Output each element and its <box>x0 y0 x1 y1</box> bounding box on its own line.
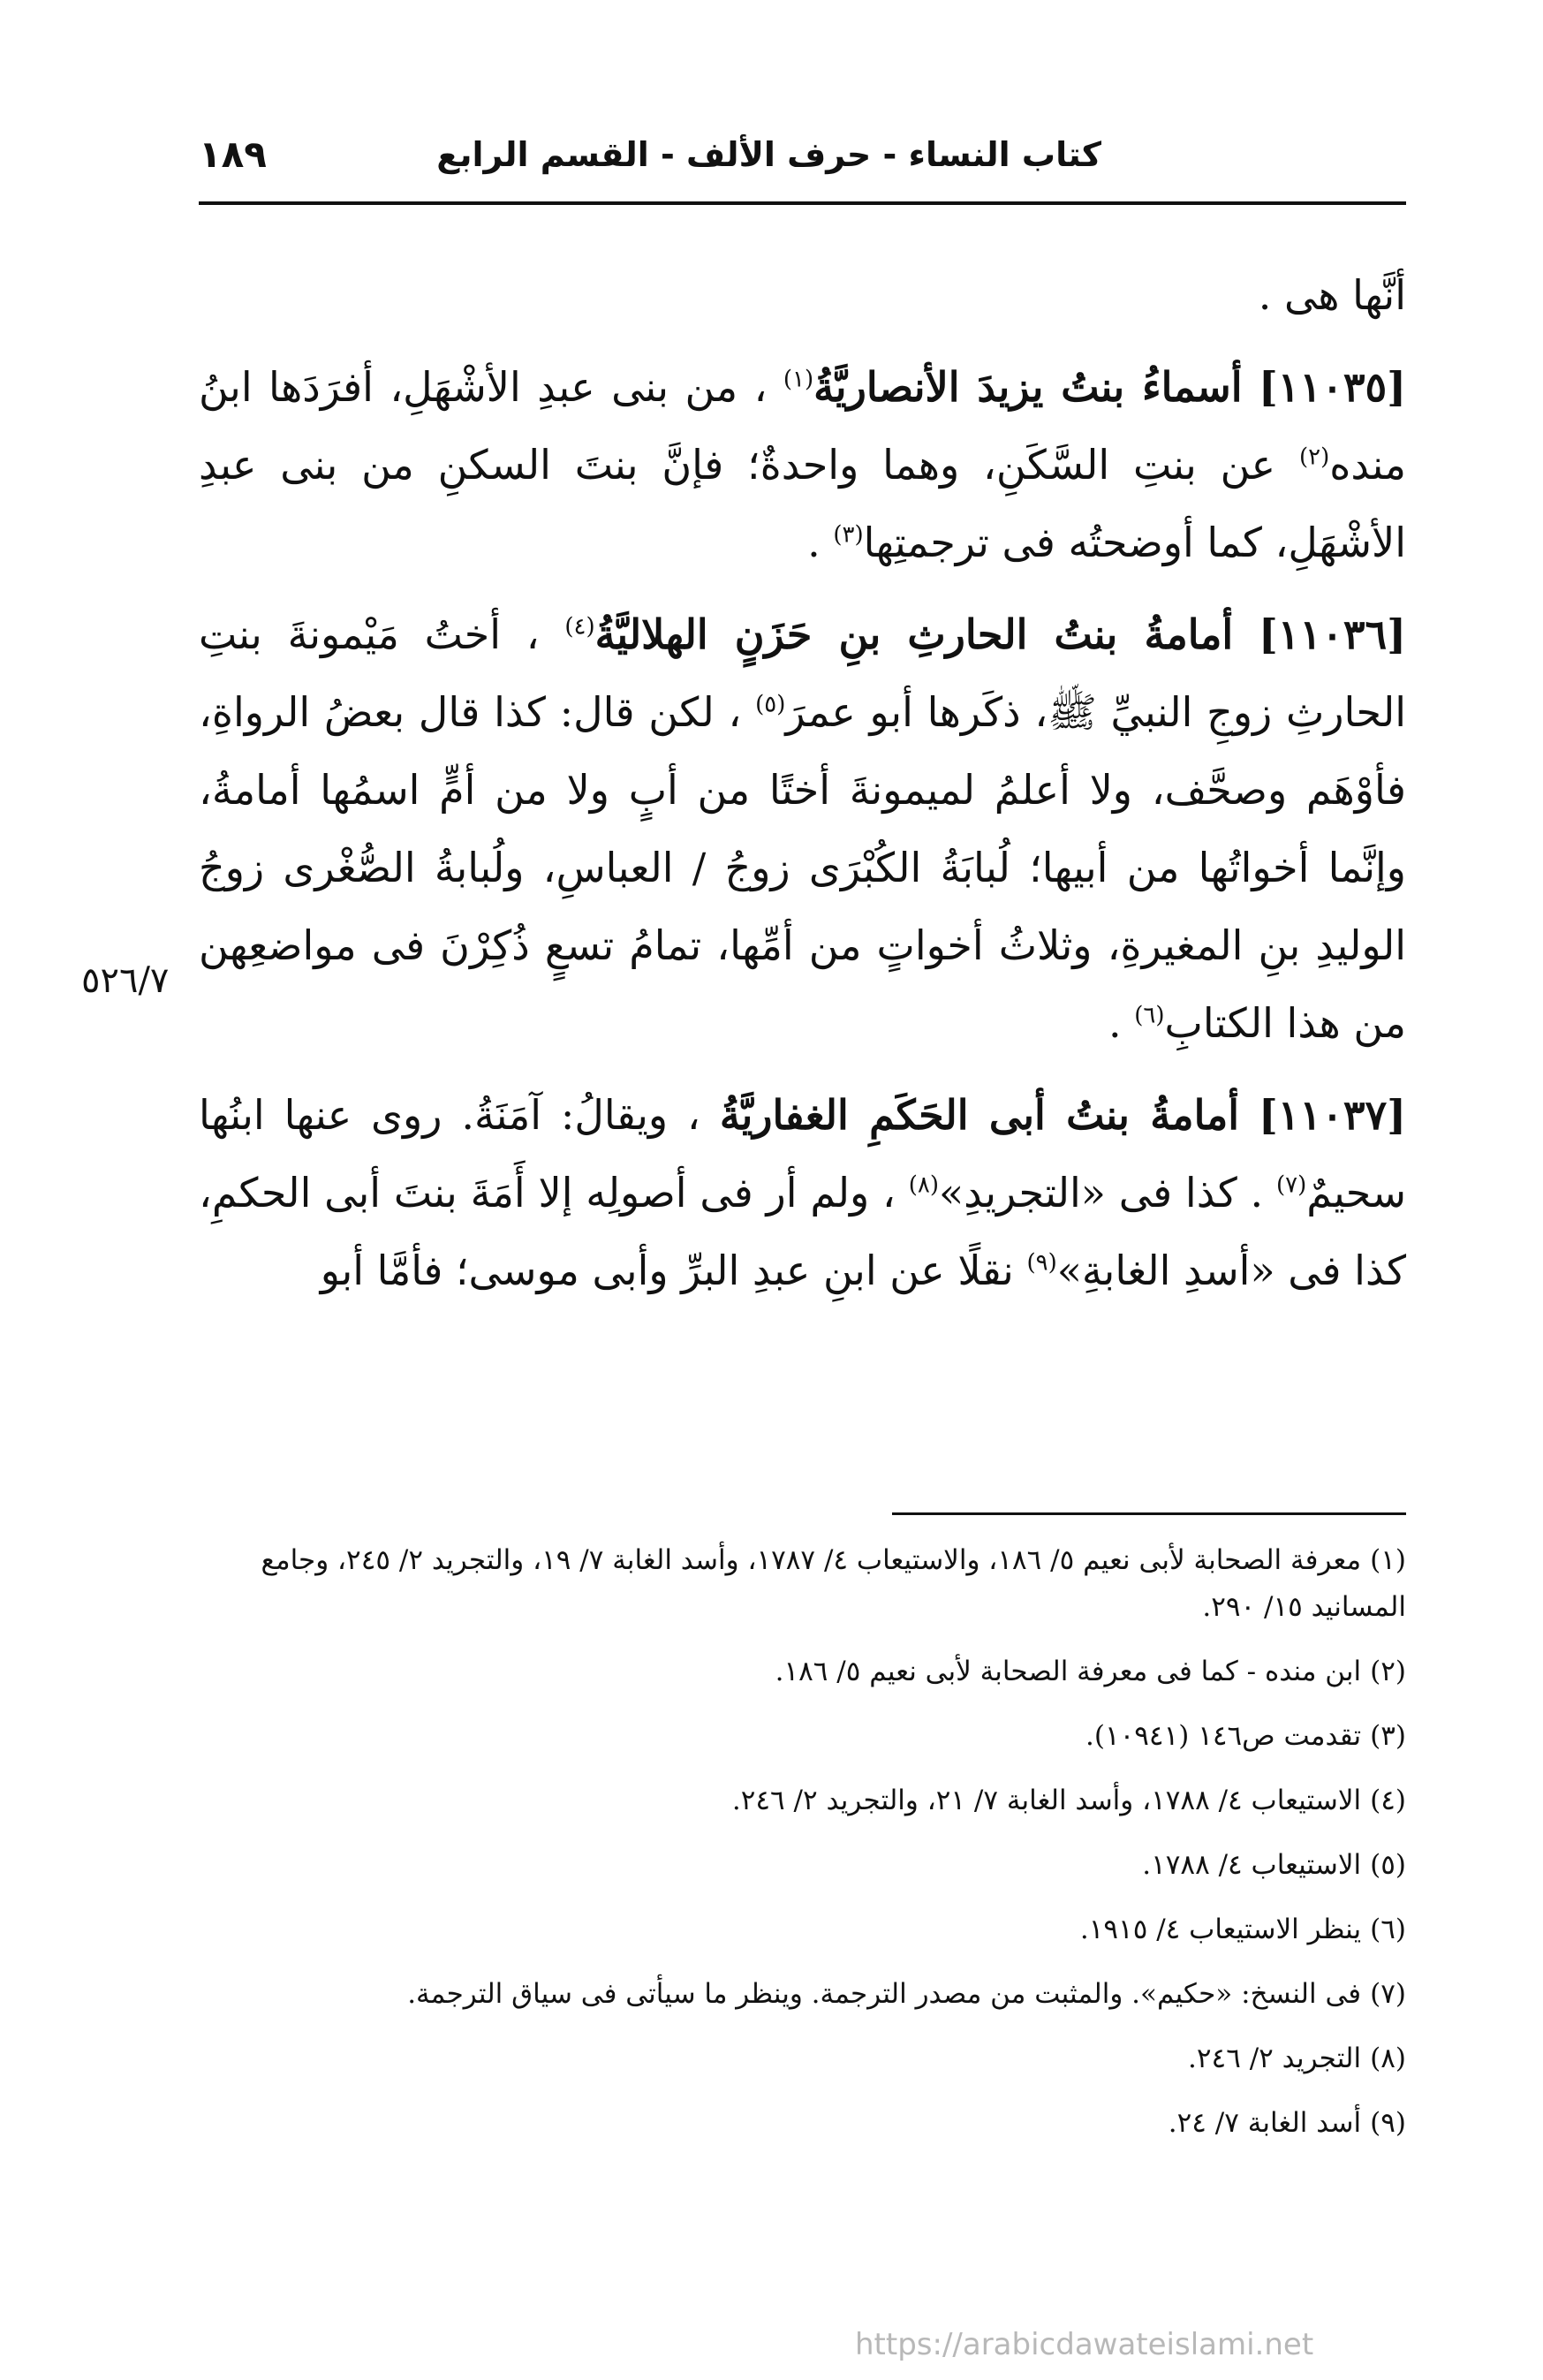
footnote-item <box>199 2100 1406 2147</box>
footnote-marker: (٢) <box>1370 1656 1406 1687</box>
footnote-marker: (٦) <box>1370 1914 1406 1945</box>
footnote-marker: (٧) <box>1370 1978 1406 2010</box>
entry-name: أمامةُ بنتُ أبى الحَكَمِ الغفاريَّةُ <box>719 1091 1240 1139</box>
entry-number: [١١٠٣٥] <box>1258 363 1407 411</box>
entry-text: ، لكن قال: كذا قال بعضُ الرواةِ، فأوْهَم وصحَّف، ولا أعلمُ لميمونةَ أختًا من أبٍ ولا من أمٍّ اسمُها أمامةُ، وإنَّما أخواتُها من أبيها؛ لُبابَةُ الكُبْرَى زوجُ / العباسِ، ولُبابةُ الصُّغْرى زوجُ الوليدِ بنِ المغيرةِ، وثلاثُ أخواتٍ من أمِّها، تمامُ تسعٍ ذُكِرْنَ فى مواضعِهن من هذا الكتابِ <box>199 688 1406 1047</box>
footnote-marker: (١) <box>1370 1544 1406 1576</box>
entry-text: ، من بنى عبدِ الأشْهَلِ، أفرَدَها ابنُ منده <box>199 363 1406 489</box>
footnote-text: ابن منده - كما فى معرفة الصحابة لأبى نعيم ٥/ ١٨٦. <box>775 1656 1362 1687</box>
footnote-text: الاستيعاب ٤/ ١٧٨٨، وأسد الغابة ٧/ ٢١، والتجريد ٢/ ٢٤٦. <box>731 1785 1362 1816</box>
entry-text: نقلًا عن ابنِ عبدِ البرِّ وأبى موسى؛ فأمَّا أبو <box>320 1247 1014 1294</box>
entry-text: ، ويقالُ: آمَنَةُ. روى عنها ابنُها سحيمٌ <box>199 1091 1407 1217</box>
entry-11037 <box>199 1076 1406 1309</box>
entry-name: أمامةُ بنتُ الحارثِ بنِ حَزَنٍ الهلاليَّةُ <box>594 610 1234 658</box>
entry-11035 <box>199 348 1406 581</box>
entry-number: [١١٠٣٦] <box>1258 610 1407 658</box>
watermark-url: https://arabicdawateislami.net <box>855 2327 1314 2362</box>
footnote-ref: (٩) <box>1026 1249 1057 1277</box>
footnote-ref: (١) <box>783 366 814 393</box>
entry-text: ، ولم أر فى أصولِه إلا أَمَةَ بنتَ أبى الحكمِ، كذا فى «أسدِ الغابةِ» <box>199 1169 1406 1294</box>
footnote-item <box>199 1906 1406 1953</box>
footnote-text: تقدمت ص١٤٦ (١٠٩٤١). <box>1085 1720 1362 1752</box>
footnote-item <box>199 1971 1406 2018</box>
entry-text: . كذا فى «التجريدِ» <box>938 1169 1264 1217</box>
footnote-text: معرفة الصحابة لأبى نعيم ٥/ ١٨٦، والاستيعاب ٤/ ١٧٨٧، وأسد الغابة ٧/ ١٩، والتجريد ٢/ ٢٤٥، وجامع المسانيد ١٥/ ٢٩٠. <box>261 1544 1406 1623</box>
entry-text: . <box>1108 999 1122 1047</box>
footnote-item <box>199 2035 1406 2082</box>
margin-volume-page-ref: ٥٢٦/٧ <box>81 960 170 1001</box>
footnote-item <box>199 1842 1406 1889</box>
entry-name: أسماءُ بنتُ يزيدَ الأنصاريَّةُ <box>813 363 1243 411</box>
footnote-item <box>199 1649 1406 1695</box>
entry-number: [١١٠٣٧] <box>1258 1091 1407 1139</box>
footnote-text: التجريد ٢/ ٢٤٦. <box>1188 2043 1362 2074</box>
running-title: كتاب النساء - حرف الألف - القسم الرابع <box>436 135 1101 174</box>
footnote-ref: (٥) <box>755 691 786 718</box>
footnote-item <box>199 1713 1406 1760</box>
footnote-item <box>199 1537 1406 1631</box>
footnote-ref: (٦) <box>1134 1002 1165 1029</box>
footnote-marker: (٨) <box>1370 2043 1406 2074</box>
opening-line: أنَّها هى . <box>1258 271 1406 319</box>
footnote-marker: (٩) <box>1370 2107 1406 2139</box>
footnote-marker: (٥) <box>1370 1849 1406 1881</box>
footnote-text: أسد الغابة ٧/ ٢٤. <box>1168 2107 1362 2139</box>
footnote-item <box>199 1777 1406 1824</box>
entry-text: ، أختُ مَيْمونةَ بنتِ الحارثِ زوجِ النبيِّ ﷺ، ذكَرها أبو عمرَ <box>199 610 1406 736</box>
footnotes <box>199 1537 1406 2164</box>
footnote-marker: (٤) <box>1370 1785 1406 1816</box>
main-text <box>199 256 1406 1309</box>
footnote-marker: (٣) <box>1370 1720 1406 1752</box>
footnote-ref: (٣) <box>833 521 864 549</box>
entry-11036 <box>199 595 1406 1062</box>
footnote-text: ينظر الاستيعاب ٤/ ١٩١٥. <box>1079 1914 1362 1945</box>
footnote-text: الاستيعاب ٤/ ١٧٨٨. <box>1142 1849 1362 1881</box>
header-rule <box>199 201 1406 205</box>
entry-text: عن بنتِ السَّكَنِ، وهما واحدةٌ؛ فإنَّ بنتَ السكنِ من بنى عبدِ الأشْهَلِ، كما أوضحتُه فى ترجمتِها <box>199 441 1406 566</box>
footnote-text: فى النسخ: «حكيم». والمثبت من مصدر الترجمة. وينظر ما سيأتى فى سياق الترجمة. <box>407 1978 1362 2010</box>
footnote-ref: (٧) <box>1276 1171 1307 1199</box>
footnote-ref: (٤) <box>564 613 595 640</box>
page-number: ١٨٩ <box>199 133 267 176</box>
footnote-rule <box>892 1512 1406 1515</box>
footnote-ref: (٨) <box>908 1171 939 1199</box>
entry-text: . <box>807 519 821 566</box>
footnote-ref: (٢) <box>1298 443 1330 471</box>
page-header <box>199 128 1406 199</box>
